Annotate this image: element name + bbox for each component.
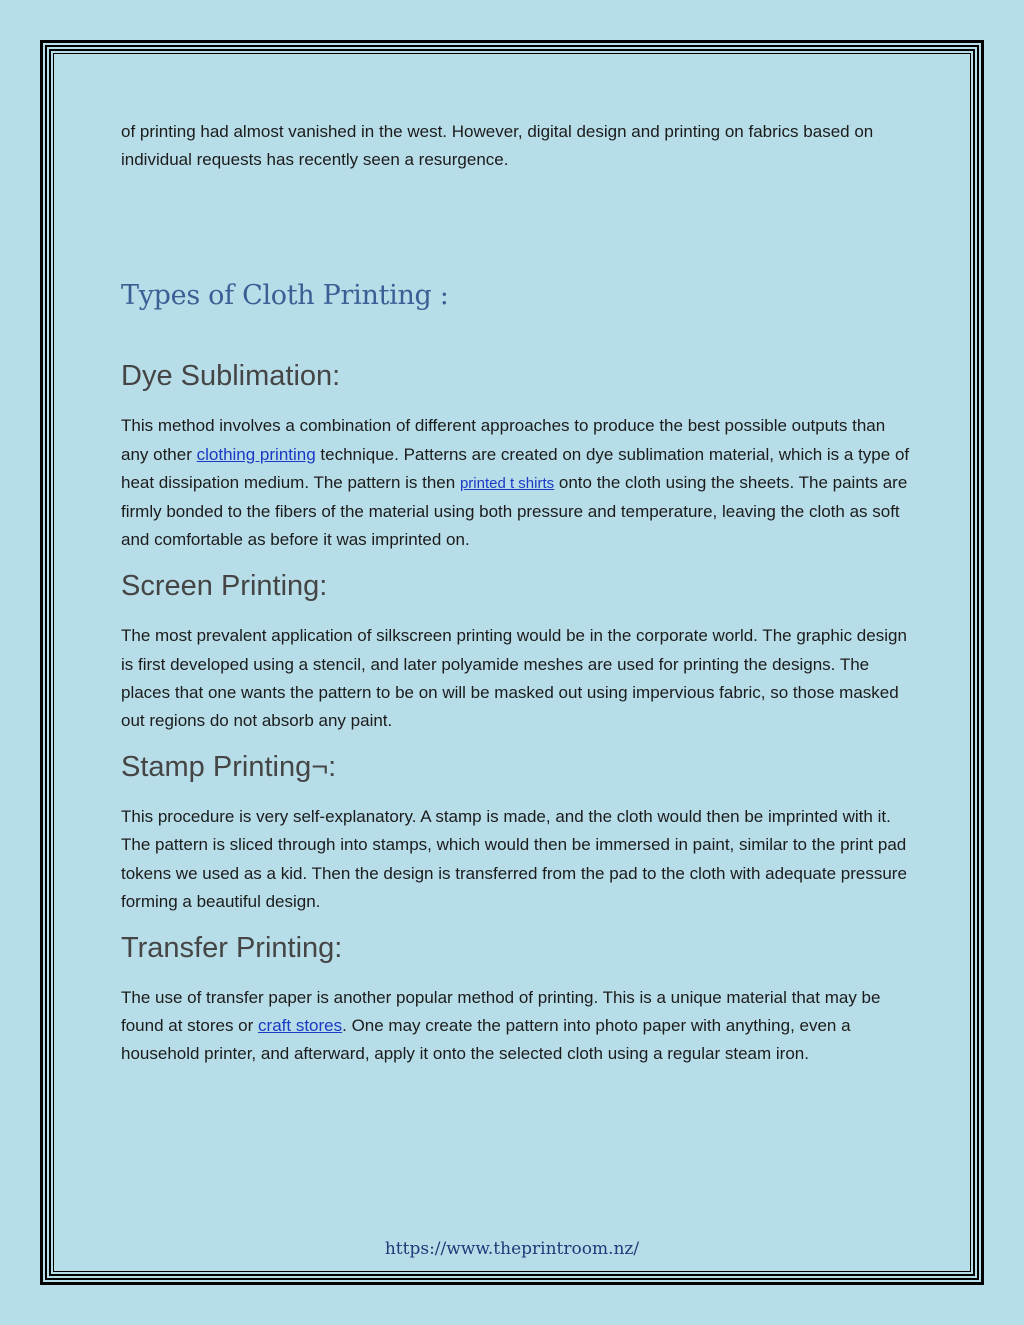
transfer-text-1: The use of transfer paper is another popular method of printing. This is a unique material that may be found at stores or [121,988,881,1036]
document-content [121,118,911,1069]
stamp-printing-paragraph: This procedure is very self-explanatory. A stamp is made, and the cloth would then be imprinted with it. The pattern is sliced through into stamps, which would then be immersed in paint, similar to the print pad tokens we used as a kid. Then the design is transferred from the pad to the cloth with adequate pressure forming a beautiful design. [121,807,907,911]
stamp-printing-heading: Stamp Printing¬: [121,751,337,784]
screen-printing-heading: Screen Printing: [121,570,328,603]
dye-text-1: This method involves a combination of different approaches to produce the best possible outputs than any other [121,416,886,464]
transfer-text-2: . One may create the pattern into photo paper with anything, even a household printer, and afterward, apply it onto the selected cloth using a regular steam iron. [121,1016,851,1064]
dye-text-3: onto the cloth using the sheets. The paints are firmly bonded to the fibers of the material using both pressure and temperature, leaving the cloth as soft and comfortable as before it was imprinted on. [121,472,908,550]
footer-url[interactable]: https://www.theprintroom.nz/ [384,1239,640,1259]
section-title: Types of Cloth Printing : [121,280,449,312]
clothing-printing-link[interactable]: clothing printing [196,444,316,464]
transfer-printing-heading: Transfer Printing: [121,932,343,965]
dye-sublimation-heading: Dye Sublimation: [121,360,341,393]
screen-printing-paragraph: The most prevalent application of silkscreen printing would be in the corporate world. The graphic design is first developed using a stencil, and later polyamide meshes are used for printing the designs. The places that one wants the pattern to be on will be masked out using impervious fabric, so those masked out regions do not absorb any paint. [121,626,907,731]
intro-paragraph: of printing had almost vanished in the west. However, digital design and printing on fabrics based on individual requests has recently seen a resurgence. [121,122,874,170]
printed-t-shirts-link[interactable]: printed t shirts [459,474,555,492]
transfer-printing-paragraph [121,984,911,1069]
dye-sublimation-paragraph [121,412,911,554]
dye-text-2: technique. Patterns are created on dye sublimation material, which is a type of heat dissipation medium. The pattern is then [121,444,910,492]
craft-stores-link[interactable]: craft stores [258,1016,343,1036]
